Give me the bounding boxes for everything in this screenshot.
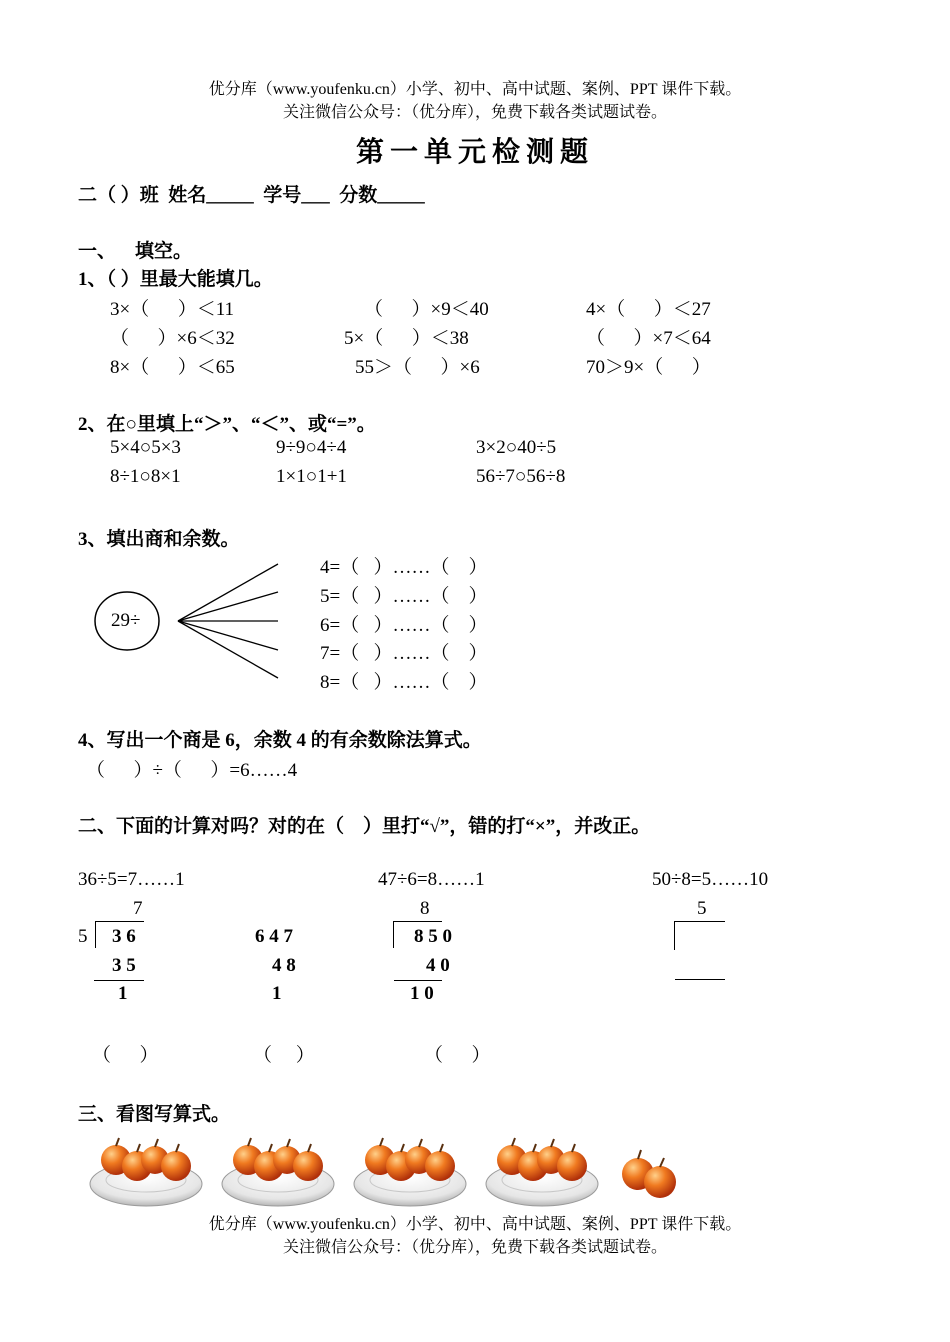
apple	[425, 1151, 455, 1181]
subtraction-line	[675, 979, 725, 980]
q2-item: 8÷1○8×1	[110, 466, 181, 487]
q1-item: 5×（ ）＜38	[344, 328, 469, 349]
plate-with-apples	[222, 1138, 334, 1206]
plate-with-apples	[354, 1138, 466, 1206]
q2-prompt: 2、在○里填上“＞”、“＜”、或“=”。	[78, 414, 376, 435]
division-bracket	[393, 921, 394, 948]
dividend-2: 8 5 0	[414, 926, 452, 947]
q1-item: 70＞9×（ ）	[586, 357, 711, 378]
work-middle: 4 8	[272, 955, 296, 976]
q3-item: 5=（ ）……（ ）	[320, 586, 488, 607]
q2-item: 1×1○1+1	[276, 466, 347, 487]
q1-item: （ ）×6＜32	[110, 328, 235, 349]
q2-item: 3×2○40÷5	[476, 437, 557, 458]
equation-1: 36÷5=7……1	[78, 869, 185, 890]
check-box-1[interactable]: （ ）	[92, 1045, 159, 1066]
q3-item: 6=（ ）……（ ）	[320, 615, 488, 636]
q1-item: （ ）×7＜64	[586, 328, 711, 349]
divisor-1: 5	[78, 926, 88, 947]
check-box-2[interactable]: （ ）	[253, 1045, 315, 1066]
part3-heading: 三、看图写算式。	[78, 1104, 231, 1125]
division-bracket	[674, 921, 675, 950]
q1-item: 3×（ ）＜11	[110, 299, 235, 320]
division-bracket	[95, 921, 96, 948]
q3-item: 4=（ ）……（ ）	[320, 557, 488, 578]
dividend-1: 3 6	[112, 926, 136, 947]
student-info-line: 二（ ）班 姓名_____ 学号___ 分数_____	[78, 185, 425, 206]
page-title: 第一单元检测题	[355, 137, 594, 168]
plate-with-apples	[90, 1138, 202, 1206]
subtraction-line	[94, 980, 144, 981]
q2-item: 9÷9○4÷4	[276, 437, 347, 458]
q4-prompt: 4、写出一个商是 6，余数 4 的有余数除法算式。	[78, 730, 482, 751]
loose-apples	[622, 1150, 676, 1198]
header-line-2: 关注微信公众号：（优分库），免费下载各类试题试卷。	[282, 104, 667, 121]
quotient-1: 7	[133, 898, 143, 919]
apple	[161, 1151, 191, 1181]
apple	[557, 1151, 587, 1181]
q3-item: 8=（ ）……（ ）	[320, 672, 488, 693]
q4-answer-line: （ ）÷（ ）=6……4	[86, 760, 298, 781]
q1-prompt: 1、（ ）里最大能填几。	[78, 269, 273, 290]
remainder-1: 1	[118, 983, 128, 1004]
q1-item: （ ）×9＜40	[364, 299, 489, 320]
part1-heading: 一、 填空。	[78, 241, 193, 262]
apple	[293, 1151, 323, 1181]
q3-prompt: 3、填出商和余数。	[78, 529, 240, 550]
product-1: 3 5	[112, 955, 136, 976]
product-2: 4 0	[426, 955, 450, 976]
q1-item: 4×（ ）＜27	[586, 299, 711, 320]
work-top: 6 4 7	[255, 926, 293, 947]
division-bar	[394, 921, 442, 922]
check-box-3[interactable]: （ ）	[424, 1045, 491, 1066]
footer-line-1: 优分库（www.youfenku.cn）小学、初中、高中试题、案例、PPT 课件下载。	[208, 1216, 742, 1233]
apple	[644, 1166, 676, 1198]
subtraction-line	[394, 980, 442, 981]
quotient-2: 8	[420, 898, 430, 919]
q3-item: 7=（ ）……（ ）	[320, 643, 488, 664]
header-line-1: 优分库（www.youfenku.cn）小学、初中、高中试题、案例、PPT 课件下载。	[208, 81, 742, 98]
q1-item: 8×（ ）＜65	[110, 357, 235, 378]
division-bar	[96, 921, 144, 922]
q1-item: 55＞（ ）×6	[355, 357, 480, 378]
remainder-2: 1 0	[410, 983, 434, 1004]
q2-item: 5×4○5×3	[110, 437, 181, 458]
quotient-3: 5	[697, 898, 707, 919]
apples-on-plates-figure	[90, 1132, 710, 1212]
equation-3: 50÷8=5……10	[652, 869, 769, 890]
equation-2: 47÷6=8……1	[378, 869, 485, 890]
footer-line-2: 关注微信公众号：（优分库），免费下载各类试题试卷。	[282, 1239, 667, 1256]
division-bar	[675, 921, 725, 922]
q2-item: 56÷7○56÷8	[476, 466, 566, 487]
part2-heading: 二、下面的计算对吗？对的在（ ）里打“√”，错的打“×”，并改正。	[78, 816, 651, 837]
work-bottom: 1	[272, 983, 282, 1004]
fan-center-label: 29÷	[111, 610, 141, 631]
plate-with-apples	[486, 1138, 598, 1206]
